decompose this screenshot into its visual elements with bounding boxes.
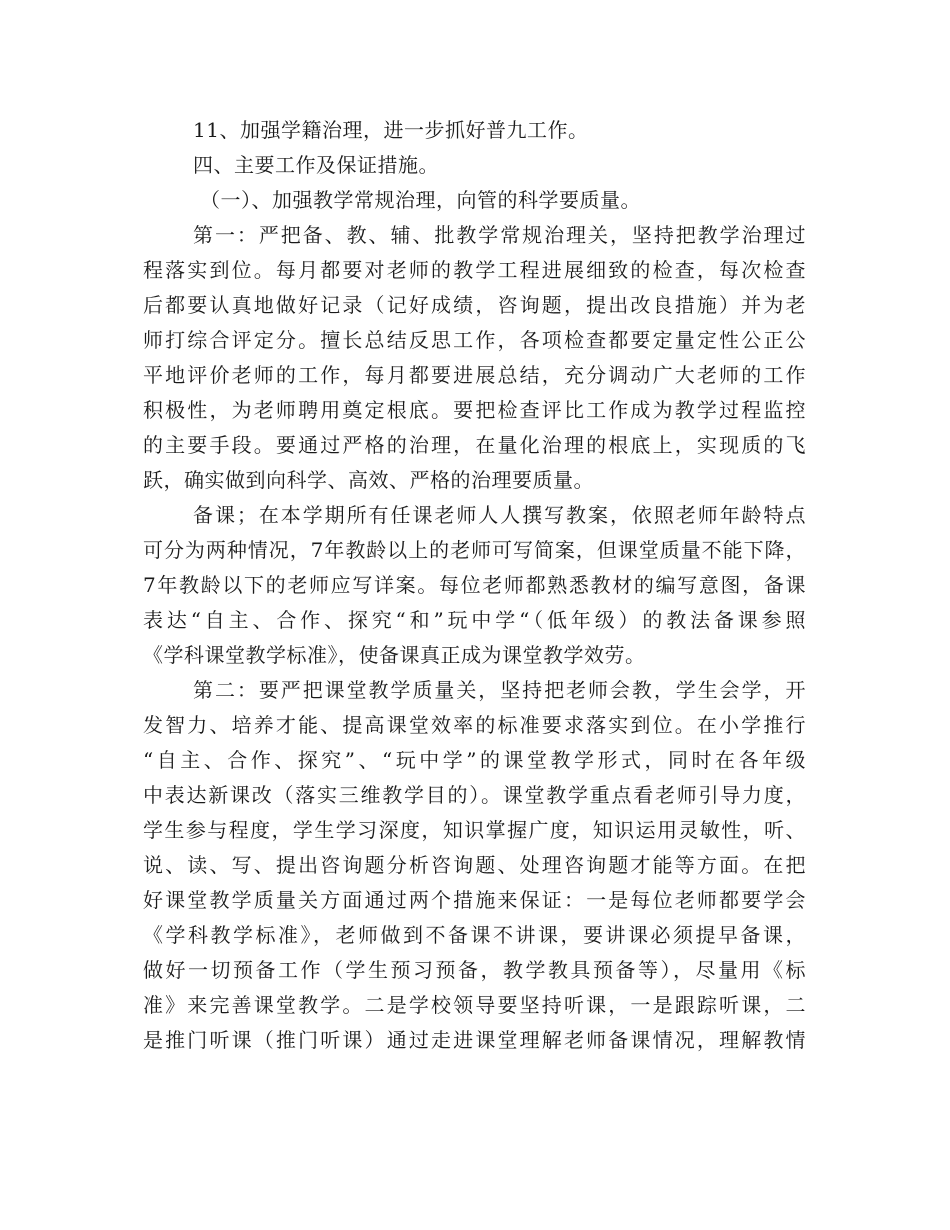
- text-line: [0, 778, 950, 812]
- text-line: [0, 603, 950, 637]
- text-line-content: 7年教龄以下的老师应写详案。每位老师都熟悉教材的编写意图，备课: [143, 573, 806, 597]
- text-line-content: 11、加强学籍治理，进一步抓好普九工作。: [193, 118, 589, 142]
- paragraph-first-line: [0, 218, 950, 252]
- text-line: [0, 113, 950, 147]
- text-line-content: 四、主要工作及保证措施。: [193, 153, 439, 177]
- text-line: [0, 393, 950, 427]
- text-line: [0, 708, 950, 742]
- text-line: [0, 988, 950, 1022]
- text-line: [0, 813, 950, 847]
- text-line: [0, 883, 950, 917]
- text-line: [0, 568, 950, 602]
- text-line: [0, 428, 950, 462]
- text-line-content: 中表达新课改（落实三维教学目的）。课堂教学重点看老师引导力度，: [143, 783, 806, 807]
- text-line-content: 的主要手段。要通过严格的治理，在量化治理的根底上，实现质的飞: [143, 433, 806, 457]
- text-line-content: “自主、合作、探究”、“玩中学”的课堂教学形式，同时在各年级: [143, 748, 806, 772]
- text-line: [0, 253, 950, 287]
- text-line-content: 做好一切预备工作（学生预习预备，教学教具预备等），尽量用《标: [143, 958, 806, 982]
- text-line: [0, 323, 950, 357]
- paragraph-last-line: [0, 463, 950, 497]
- text-line-content: 可分为两种情况，7年教龄以上的老师可写简案，但课堂质量不能下降，: [143, 538, 806, 562]
- text-line-content: 跃，确实做到向科学、高效、严格的治理要质量。: [143, 468, 594, 492]
- paragraph-first-line: [0, 498, 950, 532]
- text-line-content: （一）、加强教学常规治理，向管的科学要质量。: [200, 188, 641, 212]
- text-line-content: 师打综合评定分。擅长总结反思工作，各项检查都要定量定性公正公: [143, 328, 806, 352]
- text-line: [0, 953, 950, 987]
- text-line-content: 准》来完善课堂教学。二是学校领导要坚持听课，一是跟踪听课，二: [143, 993, 806, 1017]
- text-line-content: 后都要认真地做好记录（记好成绩，咨询题，提出改良措施）并为老: [143, 293, 806, 317]
- paragraph-last-line: [0, 638, 950, 672]
- text-line: [0, 358, 950, 392]
- text-line-content: 《学科课堂教学标准》，使备课真正成为课堂教学效劳。: [143, 643, 646, 667]
- section-heading: [0, 148, 950, 182]
- text-line: [0, 918, 950, 952]
- subsection-heading: [0, 183, 950, 217]
- text-line-content: 第二：要严把课堂教学质量关，坚持把老师会教，学生会学，开: [193, 678, 806, 702]
- text-line: [0, 533, 950, 567]
- text-line: [0, 1023, 950, 1057]
- paragraph-first-line: [0, 673, 950, 707]
- text-line: [0, 743, 950, 777]
- text-line-content: 是推门听课（推门听课）通过走进课堂理解老师备课情况，理解教情: [143, 1028, 806, 1052]
- text-line-content: 学生参与程度，学生学习深度，知识掌握广度，知识运用灵敏性，听、: [143, 818, 806, 842]
- text-line: [0, 288, 950, 322]
- text-line-content: 好课堂教学质量关方面通过两个措施来保证：一是每位老师都要学会: [143, 888, 806, 912]
- text-line: [0, 848, 950, 882]
- text-line-content: 表达“自主、合作、探究“和”玩中学“（低年级）的教法备课参照: [143, 608, 806, 632]
- text-line-content: 发智力、培养才能、提高课堂效率的标准要求落实到位。在小学推行: [143, 713, 806, 737]
- text-line-content: 说、读、写、提出咨询题分析咨询题、处理咨询题才能等方面。在把: [143, 853, 806, 877]
- text-line-content: 备课；在本学期所有任课老师人人撰写教案，依照老师年龄特点: [193, 503, 806, 527]
- text-line-content: 第一：严把备、教、辅、批教学常规治理关，坚持把教学治理过: [193, 223, 806, 247]
- text-line-content: 程落实到位。每月都要对老师的教学工程进展细致的检查，每次检查: [143, 258, 806, 282]
- text-line-content: 积极性，为老师聘用奠定根底。要把检查评比工作成为教学过程监控: [143, 398, 806, 422]
- text-line-content: 平地评价老师的工作，每月都要进展总结，充分调动广大老师的工作: [143, 363, 806, 387]
- text-line-content: 《学科教学标准》，老师做到不备课不讲课，要讲课必须提早备课，: [143, 923, 806, 947]
